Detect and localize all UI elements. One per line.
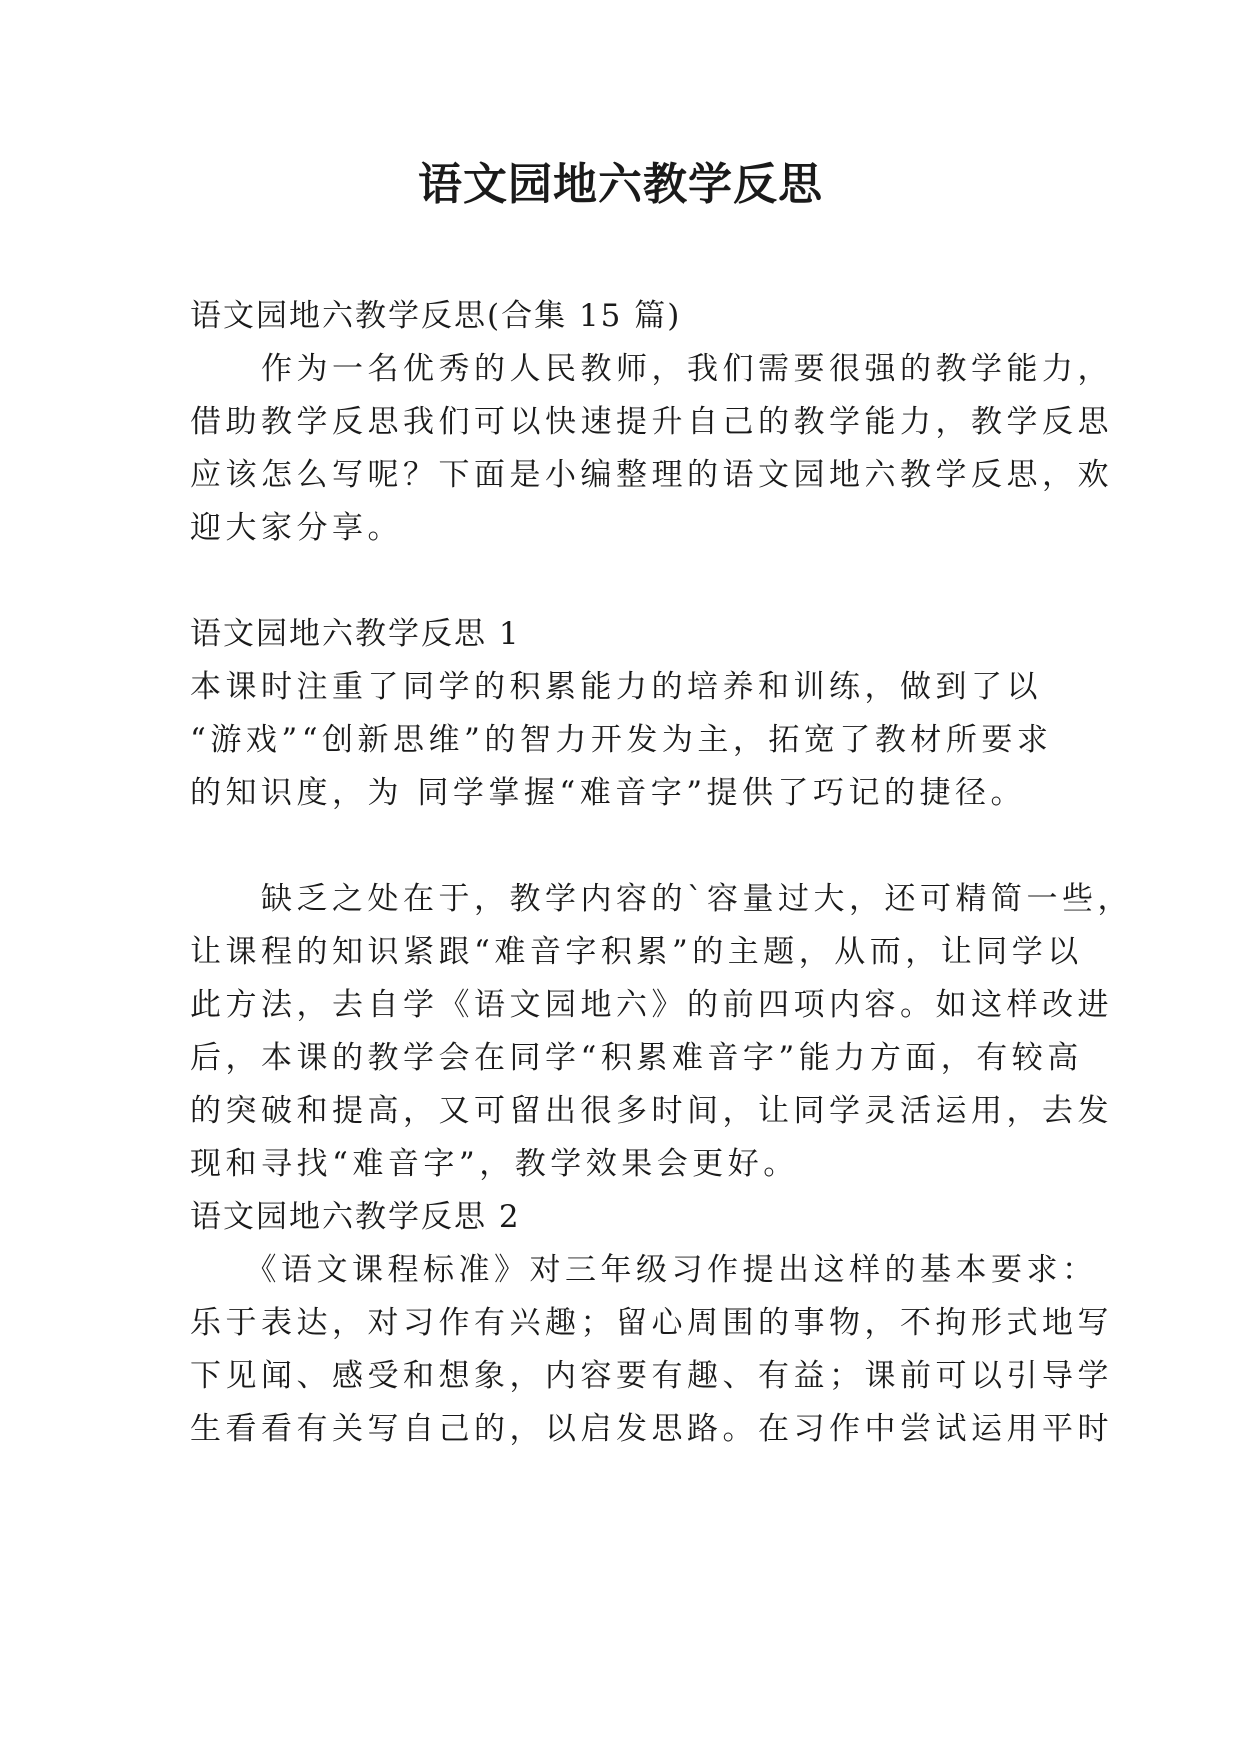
paragraph-line: 让课程的知识紧跟“难音字积累”的主题，从而，让同学以 xyxy=(190,934,1083,970)
intro-line: 作为一名优秀的人民教师，我们需要很强的教学能力， xyxy=(190,351,1113,387)
paragraph-line: 下见闻、感受和想象，内容要有趣、有益；课前可以引导学 xyxy=(190,1358,1113,1394)
paragraph-gap xyxy=(190,820,1060,873)
section-2-heading: 语文园地六教学反思 2 xyxy=(190,1199,521,1235)
section-1-heading: 语文园地六教学反思 1 xyxy=(190,616,521,652)
paragraph-line: “游戏”“创新思维”的智力开发为主，拓宽了教材所要求 xyxy=(190,722,1053,758)
paragraph-line: 后，本课的教学会在同学“积累难音字”能力方面，有较高 xyxy=(190,1040,1083,1076)
paragraph-gap xyxy=(190,555,1060,608)
intro-line: 借助教学反思我们可以快速提升自己的教学能力，教学反思 xyxy=(190,404,1113,440)
section-1-paragraph-2 xyxy=(190,873,1133,1191)
paragraph-line: 的知识度，为 同学掌握“难音字”提供了巧记的捷径。 xyxy=(190,775,1027,811)
section-2-paragraph-1 xyxy=(190,1244,1113,1456)
document-subtitle: 语文园地六教学反思(合集 15 篇) xyxy=(190,298,682,334)
intro-line: 迎大家分享。 xyxy=(190,510,403,546)
document-title: 语文园地六教学反思 xyxy=(418,159,823,210)
paragraph-line: 现和寻找“难音字”，教学效果会更好。 xyxy=(190,1146,799,1182)
intro-line: 应该怎么写呢？下面是小编整理的语文园地六教学反思，欢 xyxy=(190,457,1113,493)
document-body xyxy=(190,290,1133,1456)
paragraph-line: 《语文课程标准》对三年级习作提出这样的基本要求： xyxy=(190,1252,1098,1288)
paragraph-line: 生看看有关写自己的，以启发思路。在习作中尝试运用平时 xyxy=(190,1411,1113,1447)
paragraph-line: 乐于表达，对习作有兴趣；留心周围的事物，不拘形式地写 xyxy=(190,1305,1113,1341)
intro-paragraph xyxy=(190,343,1113,555)
paragraph-line: 缺乏之处在于，教学内容的`容量过大，还可精简一些， xyxy=(190,881,1133,917)
paragraph-line: 的突破和提高，又可留出很多时间，让同学灵活运用，去发 xyxy=(190,1093,1113,1129)
section-1-paragraph-1 xyxy=(190,661,1060,820)
paragraph-line: 此方法，去自学《语文园地六》的前四项内容。如这样改进 xyxy=(190,987,1113,1023)
paragraph-line: 本课时注重了同学的积累能力的培养和训练，做到了以 xyxy=(190,669,1042,705)
